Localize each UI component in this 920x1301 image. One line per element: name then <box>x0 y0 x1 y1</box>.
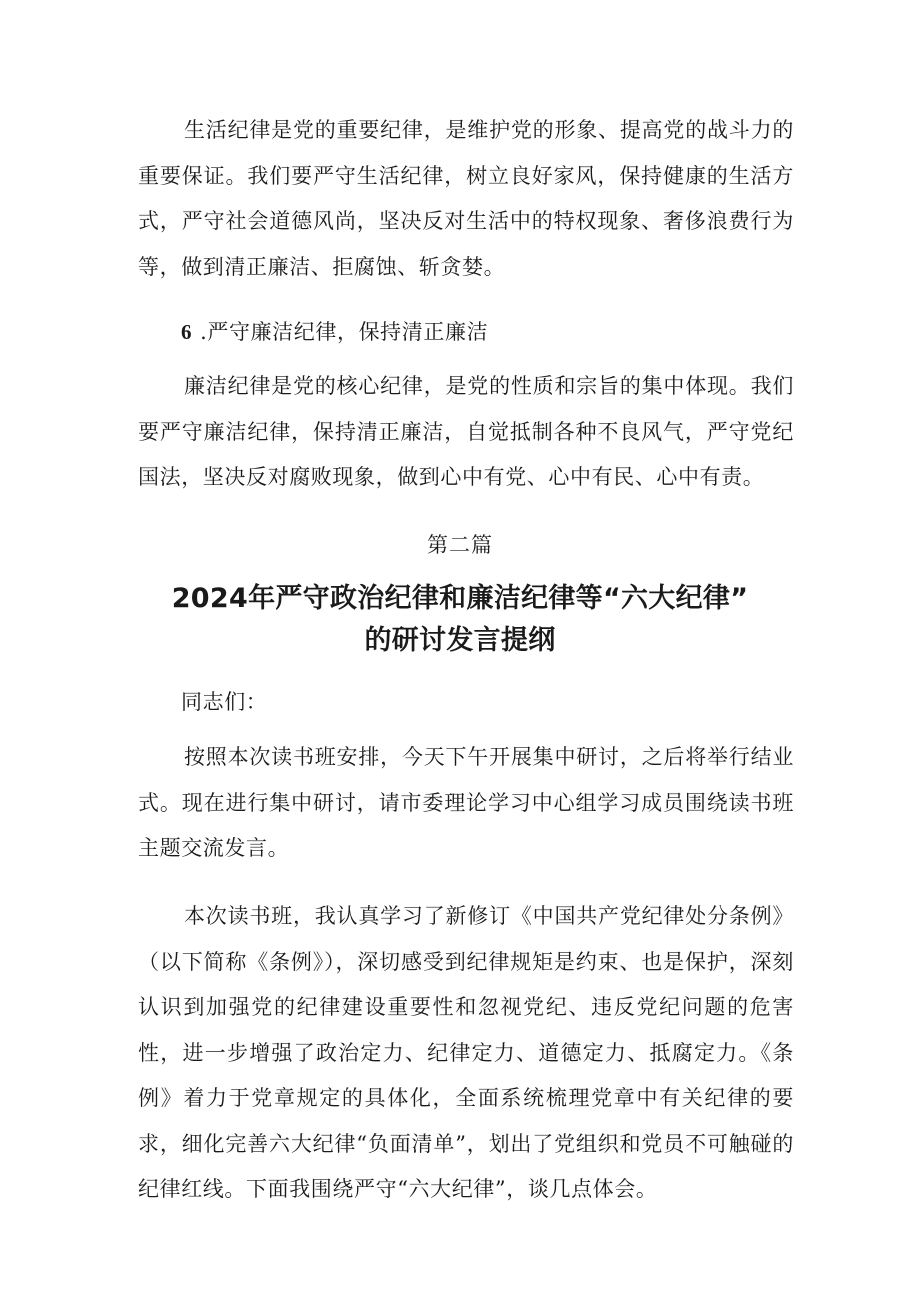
paragraph-study-reflection: 本次读书班，我认真学习了新修订《中国共产党纪律处分条例》（以下简称《条例》），深切感受到纪律规矩是约束、也是保护，深刻认识到加强党的纪律建设重要性和忽视党纪、违反党纪问题的危害性，进一步增强了政治定力、纪律定力、道德定力、抵腐定力。《条例》着力于党章规定的具体化，全面系统梳理党章中有关纪律的要求，细化完善六大纪律“负面清单”，划出了党组织和党员不可触碰的纪律红线。下面我围绕严守“六大纪律”，谈几点体会。 <box>138 904 794 1201</box>
section-number: 6 <box>181 320 193 344</box>
salutation: 同志们： <box>181 690 268 714</box>
paragraph-seminar-arrangement: 按照本次读书班安排，今天下午开展集中研讨，之后将举行结业式。现在进行集中研讨，请市委理论学习中心组学习成员围绕读书班主题交流发言。 <box>138 745 794 860</box>
document-title-line1: 2024年严守政治纪律和廉洁纪律等“六大纪律” <box>171 583 749 614</box>
document-title <box>110 578 810 662</box>
part-label: 第二篇 <box>427 533 493 557</box>
paragraph-integrity-discipline: 廉洁纪律是党的核心纪律，是党的性质和宗旨的集中体现。我们要严守廉洁纪律，保持清正廉洁，自觉抵制各种不良风气，严守党纪国法，坚决反对腐败现象，做到心中有党、心中有民、心中有责。 <box>138 374 794 489</box>
section-title: .严守廉洁纪律，保持清正廉洁 <box>200 320 489 344</box>
document-title-line2: 的研讨发言提纲 <box>364 625 556 656</box>
paragraph-life-discipline: 生活纪律是党的重要纪律，是维护党的形象、提高党的战斗力的重要保证。我们要严守生活纪律，树立良好家风，保持健康的生活方式，严守社会道德风尚，坚决反对生活中的特权现象、奢侈浪费行为等，做到清正廉洁、拒腐蚀、斩贪婪。 <box>138 118 794 279</box>
section-heading-integrity-discipline <box>181 312 488 352</box>
